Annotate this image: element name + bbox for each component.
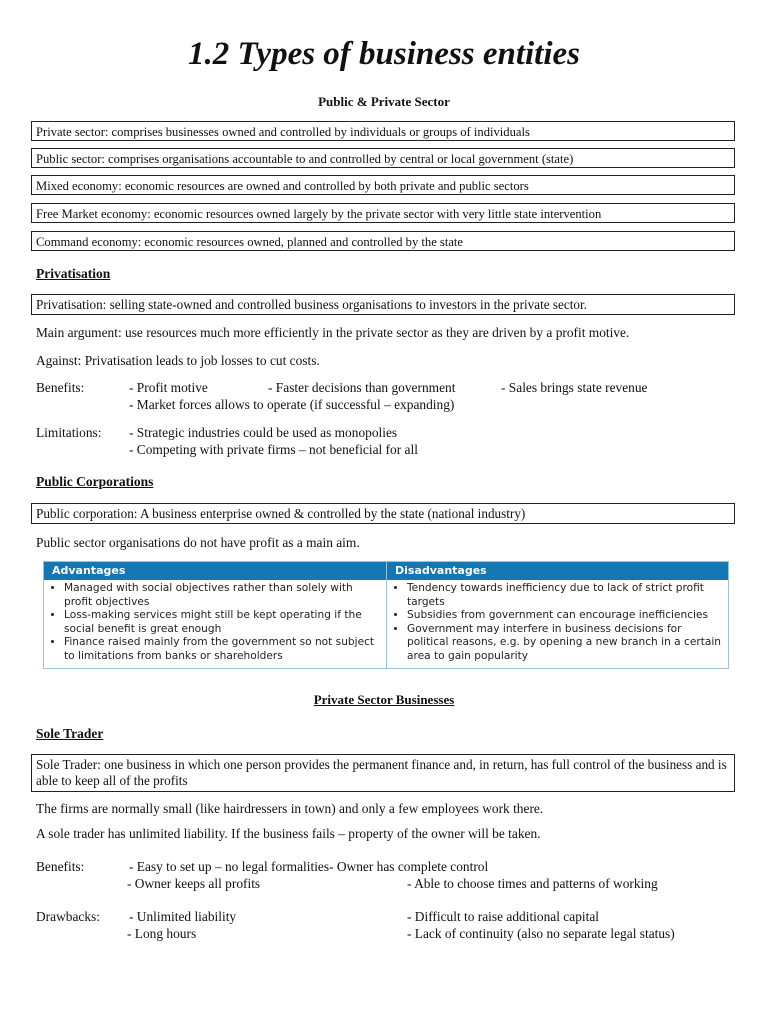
disadvantages-list bbox=[391, 582, 725, 664]
heading-sole-trader: Sole Trader bbox=[36, 726, 104, 741]
section-heading-private-sector: Private Sector Businesses bbox=[313, 692, 455, 707]
label-sole-drawbacks: Drawbacks: bbox=[36, 909, 100, 924]
definition-box-mixed-economy: Mixed economy: economic resources are owned and controlled by both private and public sectors bbox=[31, 175, 735, 195]
list-item: • Subsidies from government can encourage inefficiencies bbox=[407, 609, 725, 623]
heading-privatisation: Privatisation bbox=[36, 266, 111, 281]
list-item: • Tendency towards inefficiency due to lack of strict profit targets bbox=[407, 582, 725, 609]
sole-benefit-easy-setup: - Easy to set up – no legal formalities- Owner has complete control bbox=[129, 859, 489, 874]
advantages-list bbox=[48, 582, 382, 664]
definition-box-command-economy: Command economy: economic resources owned, planned and controlled by the state bbox=[31, 231, 735, 251]
definition-box-private-sector: Private sector: comprises businesses owned and controlled by individuals or groups of individuals bbox=[31, 121, 735, 141]
definition-box-free-market: Free Market economy: economic resources owned largely by the private sector with very little state intervention bbox=[31, 203, 735, 223]
benefit-market-forces: - Market forces allows to operate (if successful – expanding) bbox=[129, 397, 455, 412]
definition-box-sole-trader: Sole Trader: one business in which one person provides the permanent finance and, in return, has full control of the business and is able to keep all of the profits bbox=[31, 754, 735, 792]
sole-drawback-lack-continuity: - Lack of continuity (also no separate legal status) bbox=[407, 926, 675, 941]
table-divider bbox=[386, 562, 387, 668]
benefit-faster-decisions: - Faster decisions than government bbox=[268, 380, 456, 395]
list-item: • Finance raised mainly from the government so not subject to limitations from banks or shareholders bbox=[64, 636, 382, 663]
list-item: • Managed with social objectives rather than solely with profit objectives bbox=[64, 582, 382, 609]
advantages-disadvantages-table bbox=[43, 561, 729, 669]
sole-benefit-choose-times: - Able to choose times and patterns of working bbox=[407, 876, 658, 891]
label-benefits: Benefits: bbox=[36, 380, 85, 395]
list-item: • Loss-making services might still be kept operating if the social benefit is great enough bbox=[64, 609, 382, 636]
limitation-monopolies: - Strategic industries could be used as monopolies bbox=[129, 425, 398, 440]
text-firms-small: The firms are normally small (like hairdressers in town) and only a few employees work there. bbox=[36, 801, 544, 816]
section-heading-sector: Public & Private Sector bbox=[318, 94, 450, 109]
label-limitations: Limitations: bbox=[36, 425, 102, 440]
sole-drawback-long-hours: - Long hours bbox=[127, 926, 197, 941]
text-public-sector-note: Public sector organisations do not have profit as a main aim. bbox=[36, 535, 360, 550]
definition-box-public-sector: Public sector: comprises organisations accountable to and controlled by central or local government (state) bbox=[31, 148, 735, 168]
sole-drawback-raise-capital: - Difficult to raise additional capital bbox=[407, 909, 599, 924]
text-unlimited-liability: A sole trader has unlimited liability. If the business fails – property of the owner will be taken. bbox=[36, 826, 541, 841]
page-title: 1.2 Types of business entities bbox=[187, 36, 581, 72]
definition-box-public-corporation: Public corporation: A business enterprise owned & controlled by the state (national industry) bbox=[31, 503, 735, 524]
limitation-competing: - Competing with private firms – not beneficial for all bbox=[129, 442, 418, 457]
label-sole-benefits: Benefits: bbox=[36, 859, 85, 874]
benefit-state-revenue: - Sales brings state revenue bbox=[501, 380, 648, 395]
heading-public-corporations: Public Corporations bbox=[36, 474, 154, 489]
text-against: Against: Privatisation leads to job losses to cut costs. bbox=[36, 353, 320, 368]
definition-box-privatisation: Privatisation: selling state-owned and controlled business organisations to investors in the private sector. bbox=[31, 294, 735, 315]
text-main-argument: Main argument: use resources much more efficiently in the private sector as they are driven by a profit motive. bbox=[36, 325, 630, 340]
table-header-advantages: Advantages bbox=[44, 562, 386, 580]
benefit-profit-motive: - Profit motive bbox=[129, 380, 208, 395]
sole-drawback-unlimited-liability: - Unlimited liability bbox=[129, 909, 237, 924]
list-item: • Government may interfere in business decisions for political reasons, e.g. by opening a new branch in a certain area to gain popularity bbox=[407, 623, 725, 664]
sole-benefit-keeps-profits: - Owner keeps all profits bbox=[127, 876, 261, 891]
table-header-disadvantages: Disadvantages bbox=[387, 562, 728, 580]
